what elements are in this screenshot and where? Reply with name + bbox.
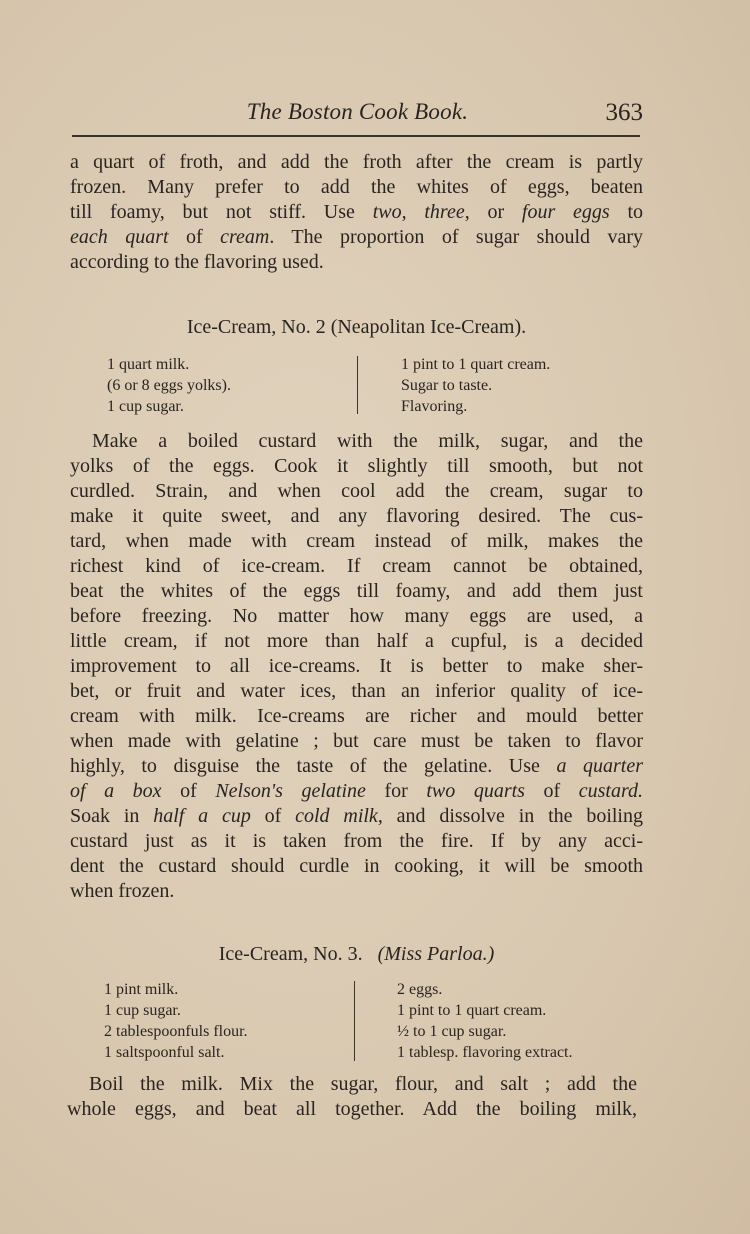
ingredient-item: Flavoring. [401, 398, 468, 415]
text-line: Boil the milk. Mix the sugar, flour, and salt ; add the [89, 1073, 637, 1095]
ingredients-right-column [401, 354, 550, 417]
column-divider [357, 356, 358, 414]
ingredients-right-column [397, 979, 573, 1063]
ingredient-item: 1 quart milk. [107, 356, 190, 373]
column-divider [354, 981, 355, 1061]
ingredients-left-column [104, 979, 248, 1063]
recipe-3-title: Ice-Cream, No. 3. [218, 943, 363, 965]
ingredient-item: 1 pint to 1 quart cream. [401, 356, 551, 373]
text-line: little cream, if not more than half a cupful, is a decided [70, 630, 643, 652]
text-line: curdled. Strain, and when cool add the cream, sugar to [70, 480, 643, 502]
ingredient-item: 1 cup sugar. [107, 398, 184, 415]
text-line: each quart of cream. The proportion of sugar should vary [70, 226, 644, 248]
ingredient-item: 1 tablesp. flavoring extract. [397, 1044, 573, 1061]
text-line: a quart of froth, and add the froth after the cream is partly [70, 151, 643, 173]
ingredients-left-column [107, 354, 231, 417]
recipe-3-attribution: (Miss Parloa.) [377, 943, 495, 965]
text-line: highly, to disguise the taste of the gelatine. Use a quarter [70, 755, 644, 777]
recipe-3-ingredients [104, 979, 634, 1065]
text-line: whole eggs, and beat all together. Add the boiling milk, [67, 1098, 637, 1120]
text-line: Soak in half a cup of cold milk, and dissolve in the boiling [70, 805, 643, 827]
text-line: when made with gelatine ; but care must be taken to flavor [70, 730, 643, 752]
text-line: according to the flavoring used. [70, 251, 324, 273]
text-line: cream with milk. Ice-creams are richer and mould better [70, 705, 643, 727]
ingredient-item: 1 cup sugar. [104, 1002, 181, 1019]
recipe-2-ingredients [107, 354, 627, 420]
text-line: frozen. Many prefer to add the whites of eggs, beaten [70, 176, 643, 198]
ingredient-item: Sugar to taste. [401, 377, 493, 394]
text-line: richest kind of ice-cream. If cream cannot be obtained, [70, 555, 643, 577]
text-line: custard just as it is taken from the fire. If by any acci- [70, 830, 643, 852]
text-line: of a box of Nelson's gelatine for two quarts of custard. [70, 780, 643, 802]
ingredient-item: ½ to 1 cup sugar. [397, 1023, 507, 1040]
text-line: improvement to all ice-creams. It is better to make sher- [70, 655, 643, 677]
text-line: bet, or fruit and water ices, than an inferior quality of ice- [70, 680, 643, 702]
running-head [70, 94, 645, 130]
intro-paragraph [70, 150, 643, 275]
text-line: dent the custard should curdle in cooking, it will be smooth [70, 855, 643, 877]
text-line: before freezing. No matter how many eggs are used, a [70, 605, 643, 627]
recipe-2-method [70, 429, 643, 904]
ingredient-item: 1 pint to 1 quart cream. [397, 1002, 547, 1019]
ingredient-item: 1 pint milk. [104, 981, 179, 998]
text-line: tard, when made with cream instead of milk, makes the [70, 530, 643, 552]
text-line: when frozen. [70, 880, 175, 902]
recipe-2-title: Ice-Cream, No. 2 (Neapolitan Ice-Cream). [186, 316, 527, 338]
ingredient-item: 2 eggs. [397, 981, 443, 998]
text-line: Make a boiled custard with the milk, sugar, and the [92, 430, 643, 452]
ingredient-item: 1 saltspoonful salt. [104, 1044, 225, 1061]
text-line: yolks of the eggs. Cook it slightly till smooth, but not [70, 455, 643, 477]
running-title: The Boston Cook Book. [246, 99, 469, 124]
recipe-3-method [67, 1072, 637, 1122]
ingredient-item: (6 or 8 eggs yolks). [107, 377, 231, 394]
text-line: make it quite sweet, and any flavoring desired. The cus- [70, 505, 643, 527]
ingredient-item: 2 tablespoonfuls flour. [104, 1023, 248, 1040]
page-number: 363 [605, 99, 643, 126]
text-line: till foamy, but not stiff. Use two, three, or four eggs to [70, 201, 644, 223]
text-line: beat the whites of the eggs till foamy, and add them just [70, 580, 643, 602]
header-rule [72, 135, 640, 137]
recipe-3-heading [70, 941, 643, 967]
